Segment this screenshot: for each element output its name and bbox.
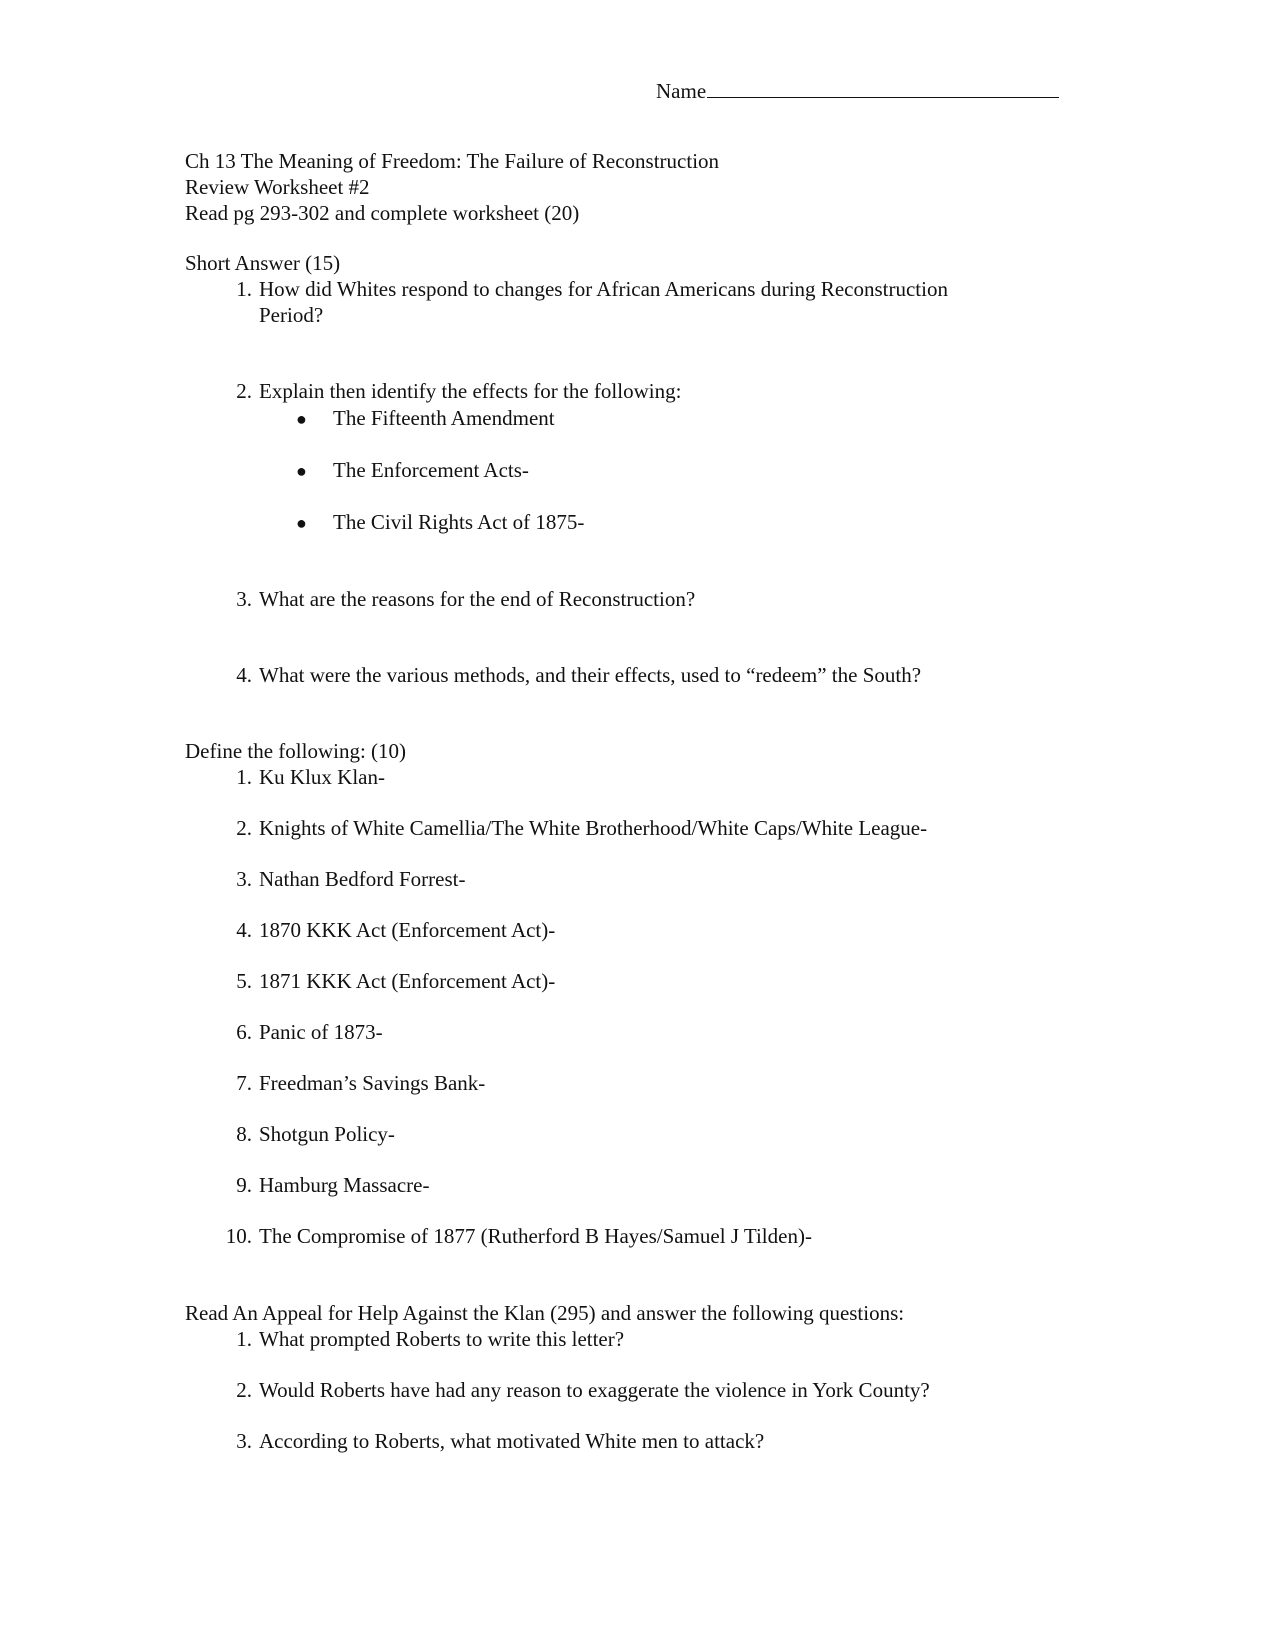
question-text: What prompted Roberts to write this letter? bbox=[259, 1327, 625, 1351]
question-text: How did Whites respond to changes for African Americans during Reconstruction bbox=[259, 277, 948, 301]
bullet-item bbox=[296, 457, 529, 484]
short-answer-q4 bbox=[222, 662, 922, 688]
question-text: Period? bbox=[259, 303, 324, 327]
name-field[interactable] bbox=[656, 77, 1059, 104]
appeal-question: 1. What prompted Roberts to write this letter? bbox=[236, 1327, 625, 1351]
define-item: 7. Freedman’s Savings Bank- bbox=[236, 1071, 486, 1095]
list-number: 3. bbox=[236, 587, 252, 611]
question-text: Explain then identify the effects for the following: bbox=[259, 379, 682, 403]
term-text: Ku Klux Klan- bbox=[259, 765, 385, 789]
appeal-question: 3. According to Roberts, what motivated White men to attack? bbox=[236, 1429, 765, 1453]
appeal-question: 2. Would Roberts have had any reason to exaggerate the violence in York County? bbox=[236, 1378, 930, 1402]
term-text: 1871 KKK Act (Enforcement Act)- bbox=[259, 969, 556, 993]
term-text: Knights of White Camellia/The White Brotherhood/White Caps/White League- bbox=[259, 816, 928, 840]
term-text: Hamburg Massacre- bbox=[259, 1173, 430, 1197]
define-item: 3. Nathan Bedford Forrest- bbox=[236, 867, 466, 891]
short-answer-q2 bbox=[222, 378, 682, 404]
short-answer-q3 bbox=[222, 586, 696, 612]
bullet-icon: ● bbox=[296, 461, 307, 481]
define-item: 1. Ku Klux Klan- bbox=[236, 765, 385, 789]
short-answer-q1 bbox=[222, 276, 948, 302]
term-text: 1870 KKK Act (Enforcement Act)- bbox=[259, 918, 556, 942]
question-text: According to Roberts, what motivated White men to attack? bbox=[259, 1429, 765, 1453]
term-text: Nathan Bedford Forrest- bbox=[259, 867, 466, 891]
define-item: 9. Hamburg Massacre- bbox=[236, 1173, 430, 1197]
name-label: Name bbox=[656, 79, 707, 103]
define-heading: Define the following: (10) bbox=[185, 739, 407, 763]
bullet-icon: ● bbox=[296, 409, 307, 429]
name-blank-line[interactable] bbox=[707, 77, 1059, 98]
question-text: What are the reasons for the end of Reconstruction? bbox=[259, 587, 696, 611]
define-item: 2. Knights of White Camellia/The White Brotherhood/White Caps/White League- bbox=[236, 816, 928, 840]
worksheet-instructions: Read pg 293-302 and complete worksheet (20) bbox=[185, 201, 580, 225]
list-number: 4. bbox=[236, 663, 252, 687]
worksheet-title: Ch 13 The Meaning of Freedom: The Failure of Reconstruction bbox=[185, 149, 720, 173]
term-text: The Compromise of 1877 (Rutherford B Hayes/Samuel J Tilden)- bbox=[259, 1224, 812, 1248]
list-number: 1. bbox=[236, 277, 252, 301]
worksheet-subtitle: Review Worksheet #2 bbox=[185, 175, 370, 199]
list-number: 2. bbox=[236, 379, 252, 403]
define-item: 8. Shotgun Policy- bbox=[236, 1122, 395, 1146]
term-text: Shotgun Policy- bbox=[259, 1122, 395, 1146]
question-text: Would Roberts have had any reason to exaggerate the violence in York County? bbox=[259, 1378, 930, 1402]
short-answer-heading: Short Answer (15) bbox=[185, 251, 341, 275]
bullet-text: The Fifteenth Amendment bbox=[333, 406, 555, 430]
term-text: Panic of 1873- bbox=[259, 1020, 383, 1044]
bullet-item bbox=[296, 405, 555, 432]
define-item: 5. 1871 KKK Act (Enforcement Act)- bbox=[236, 969, 556, 993]
define-item: 10. The Compromise of 1877 (Rutherford B Hayes/Samuel J Tilden)- bbox=[225, 1224, 812, 1248]
term-text: Freedman’s Savings Bank- bbox=[259, 1071, 486, 1095]
question-text: What were the various methods, and their effects, used to “redeem” the South? bbox=[259, 663, 922, 687]
bullet-icon: ● bbox=[296, 513, 307, 533]
define-item: 4. 1870 KKK Act (Enforcement Act)- bbox=[236, 918, 556, 942]
appeal-heading: Read An Appeal for Help Against the Klan (295) and answer the following questions: bbox=[185, 1301, 905, 1325]
bullet-text: The Enforcement Acts- bbox=[333, 458, 529, 482]
bullet-item bbox=[296, 509, 584, 536]
bullet-text: The Civil Rights Act of 1875- bbox=[333, 510, 585, 534]
define-item: 6. Panic of 1873- bbox=[236, 1020, 383, 1044]
